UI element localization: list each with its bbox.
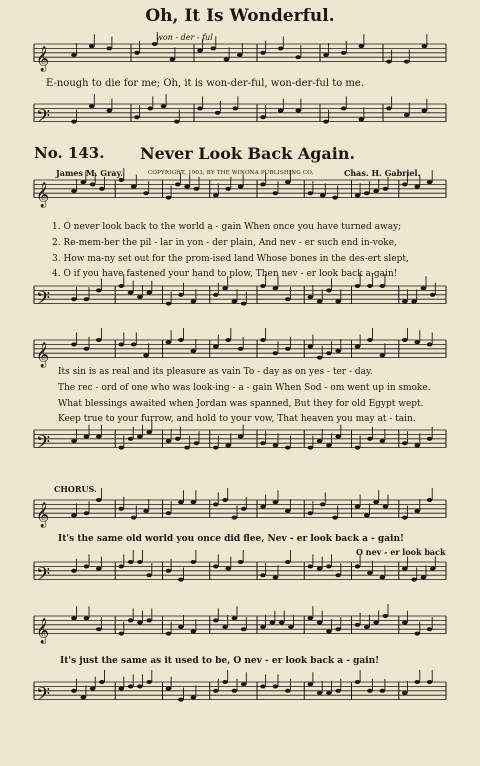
svg-text:𝄞: 𝄞 <box>36 46 50 72</box>
chorus-echo: O nev - er look back <box>356 547 446 557</box>
verse-line-4a: 4. O if you have fastened your hand to plow, Then nev - er look back a-gain! <box>52 269 398 279</box>
svg-text:𝄞: 𝄞 <box>36 342 50 368</box>
author-credit: James M. Gray. <box>56 168 123 178</box>
top-hymn-title: Oh, It Is Wonderful. <box>145 6 335 26</box>
chorus-line-2: It's just the same as it used to be, O nev - er look back a - gain! <box>60 656 380 666</box>
verse-line-2a: 2. Re-mem-ber the pil - lar in yon - der plain, And nev - er such end in-voke, <box>52 238 397 248</box>
chorus-line-1: It's the same old world you once did flee, Nev - er look back a - gain! <box>58 534 404 544</box>
svg-text:𝄢: 𝄢 <box>36 106 51 132</box>
svg-text:𝄢: 𝄢 <box>36 684 51 710</box>
verse-line-1a: 1. O never look back to the world a - gain When once you have turned away; <box>52 222 402 232</box>
svg-text:𝄞: 𝄞 <box>36 182 50 208</box>
verse-line-3b: What blessings awaited when Jordan was spanned, But they for old Egypt wept. <box>58 399 424 409</box>
svg-text:𝄢: 𝄢 <box>36 432 51 458</box>
copyright-line: COPYRIGHT, 1903, BY THE WINONA PUBLISHING CO. <box>148 170 314 176</box>
verse-line-2b: The rec - ord of one who was look-ing - a - gain When Sod - om went up in smoke. <box>58 383 431 393</box>
svg-text:𝄞: 𝄞 <box>36 618 50 644</box>
composer-credit: Chas. H. Gabriel. <box>344 168 421 178</box>
top-hymn-small-label: won - der - ful <box>156 33 213 42</box>
hymn-title: Never Look Back Again. <box>140 144 356 163</box>
svg-text:𝄢: 𝄢 <box>36 564 51 590</box>
verse-line-1b: Its sin is as real and its pleasure as vain To - day as on yes - ter - day. <box>58 367 373 377</box>
hymn-number: No. 143. <box>34 144 105 162</box>
chorus-label: CHORUS. <box>54 484 97 494</box>
svg-text:𝄞: 𝄞 <box>36 502 50 528</box>
svg-text:𝄢: 𝄢 <box>36 288 51 314</box>
verse-line-3a: 3. How ma-ny set out for the prom-ised land Whose bones in the des-ert slept, <box>52 254 409 264</box>
verse-line-4b: Keep true to your furrow, and hold to your vow, That heaven you may at - tain. <box>58 414 416 424</box>
top-hymn-lyric: E-nough to die for me; Oh, it is won-der-ful, won-der-ful to me. <box>46 78 364 89</box>
